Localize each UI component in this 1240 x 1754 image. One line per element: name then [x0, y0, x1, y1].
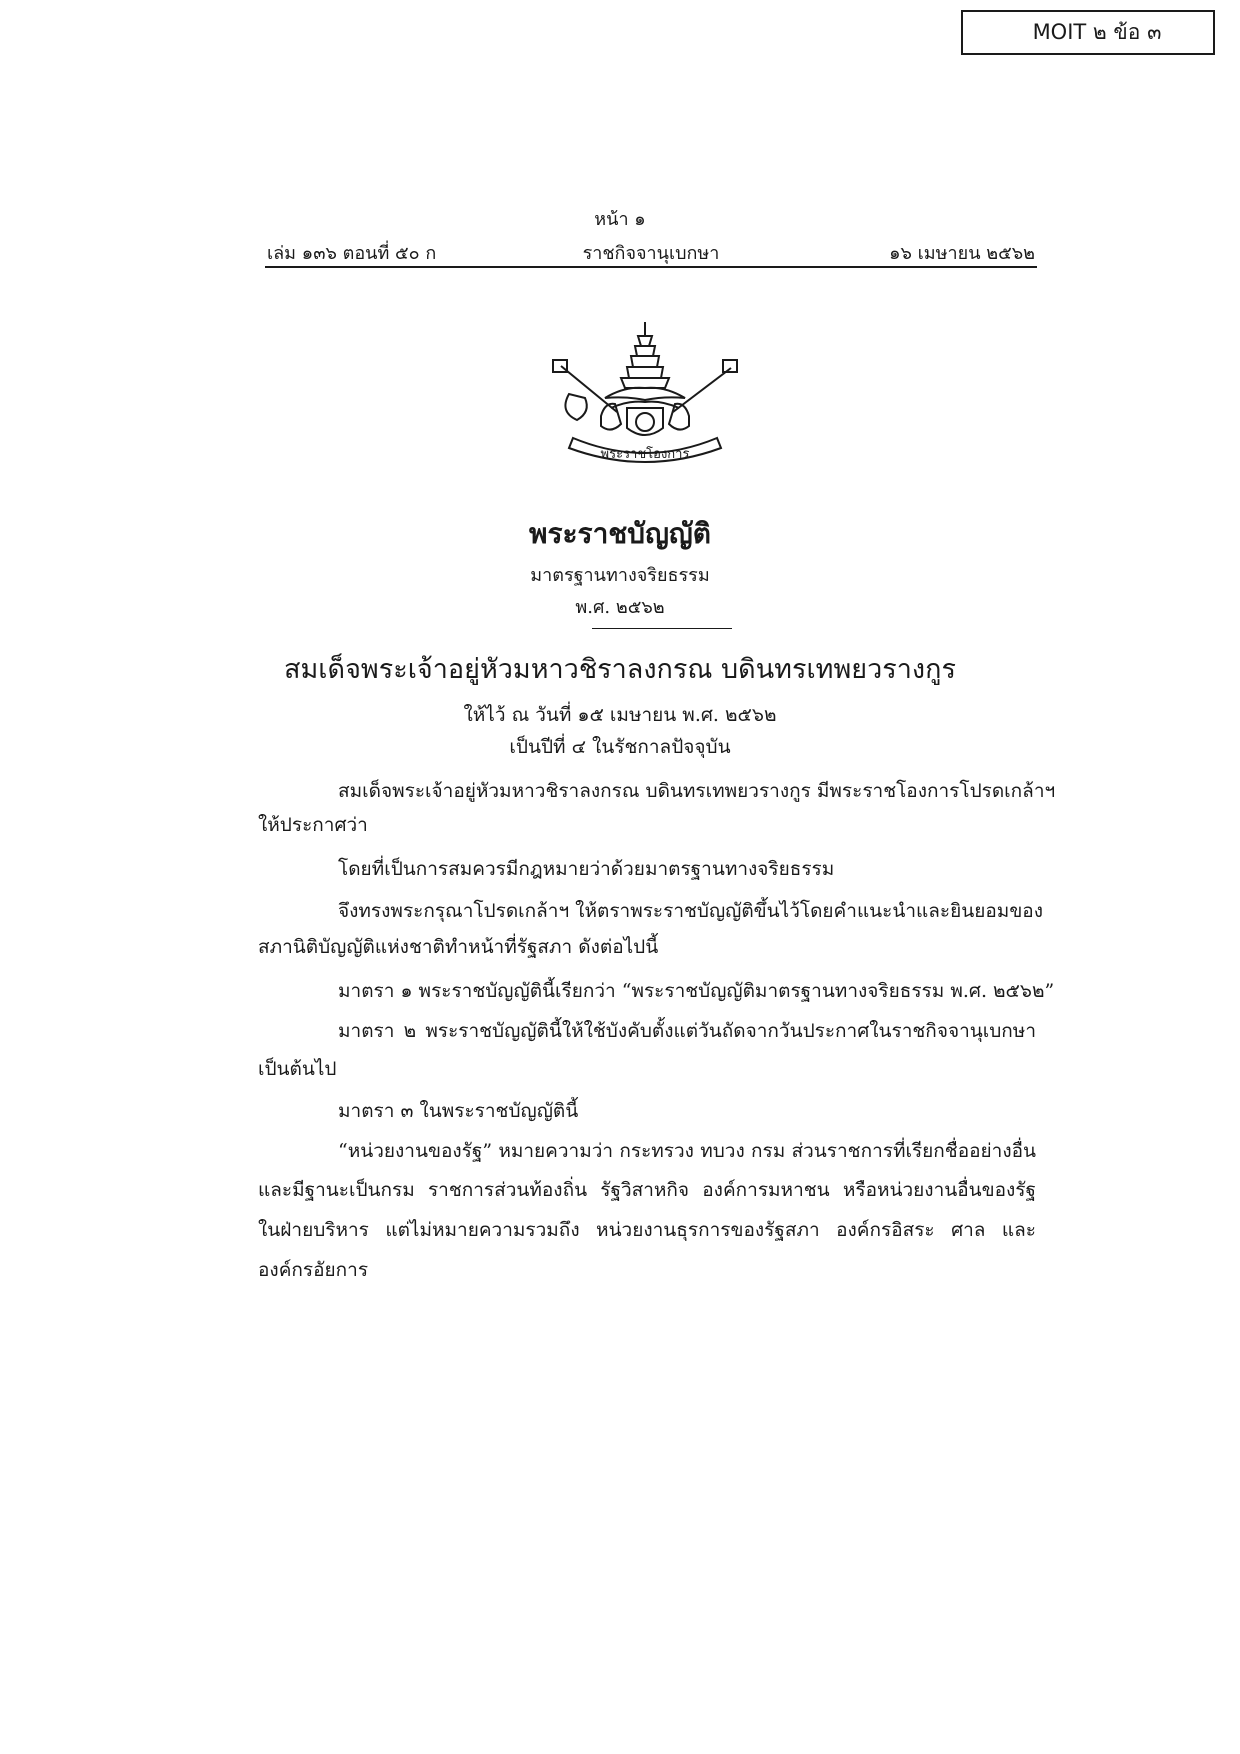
section-2-line-2: เป็นต้นไป — [258, 1058, 337, 1080]
publication-date: ๑๖ เมษายน ๒๕๖๒ — [889, 243, 1035, 264]
section-2-line-1: มาตรา ๒ พระราชบัญญัตินี้ให้ใช้บังคับตั้งแต่วันถัดจากวันประกาศในราชกิจจานุเบกษา — [338, 1020, 1036, 1042]
preamble-line-1: สมเด็จพระเจ้าอยู่หัวมหาวชิราลงกรณ บดินทรเทพยวรางกูร มีพระราชโองการโปรดเกล้าฯ — [338, 780, 1056, 802]
act-subject: มาตรฐานทางจริยธรรม — [530, 565, 710, 586]
divider — [592, 628, 732, 629]
reign-year: เป็นปีที่ ๔ ในรัชกาลปัจจุบัน — [509, 736, 731, 758]
enactment-line-1: จึงทรงพระกรุณาโปรดเกล้าฯ ให้ตราพระราชบัญญัติขึ้นไว้โดยคำแนะนำและยินยอมของ — [338, 900, 1043, 922]
definition-line-4: องค์กรอัยการ — [258, 1259, 369, 1281]
preamble-line-2: ให้ประกาศว่า — [258, 814, 368, 836]
document-title: พระราชบัญญัติ — [529, 517, 711, 550]
definition-line-3: ในฝ่ายบริหาร แต่ไม่หมายความรวมถึง หน่วยงานธุรการของรัฐสภา องค์กรอิสระ ศาล และ — [258, 1219, 1036, 1241]
definition-line-1: “หน่วยงานของรัฐ” หมายความว่า กระทรวง ทบวง กรม ส่วนราชการที่เรียกชื่ออย่างอื่น — [338, 1140, 1036, 1162]
act-year: พ.ศ. ๒๕๖๒ — [575, 597, 665, 618]
gazette-name: ราชกิจจานุเบกษา — [582, 243, 720, 264]
king-name: สมเด็จพระเจ้าอยู่หัวมหาวชิราลงกรณ บดินทรเทพยวรางกูร — [284, 654, 956, 685]
section-3: มาตรา ๓ ในพระราชบัญญัตินี้ — [338, 1100, 579, 1122]
page-number: หน้า ๑ — [594, 209, 646, 230]
given-date: ให้ไว้ ณ วันที่ ๑๕ เมษายน พ.ศ. ๒๕๖๒ — [463, 704, 777, 726]
royal-emblem-icon — [545, 320, 745, 470]
enactment-line-2: สภานิติบัญญัติแห่งชาติทำหน้าที่รัฐสภา ดังต่อไปนี้ — [258, 936, 659, 958]
document-reference-tag — [961, 10, 1215, 55]
reason-paragraph: โดยที่เป็นการสมควรมีกฎหมายว่าด้วยมาตรฐานทางจริยธรรม — [338, 858, 835, 880]
volume-issue: เล่ม ๑๓๖ ตอนที่ ๕๐ ก — [267, 243, 437, 264]
gazette-header — [265, 234, 1037, 268]
section-1: มาตรา ๑ พระราชบัญญัตินี้เรียกว่า “พระราชบัญญัติมาตรฐานทางจริยธรรม พ.ศ. ๒๕๖๒” — [338, 980, 1055, 1002]
tag-text: MOIT ๒ ข้อ ๓ — [1032, 20, 1162, 44]
emblem-ribbon-text: พระราชโองการ — [600, 447, 690, 462]
definition-line-2: และมีฐานะเป็นกรม ราชการส่วนท้องถิ่น รัฐวิสาหกิจ องค์การมหาชน หรือหน่วยงานอื่นของรัฐ — [258, 1179, 1036, 1201]
